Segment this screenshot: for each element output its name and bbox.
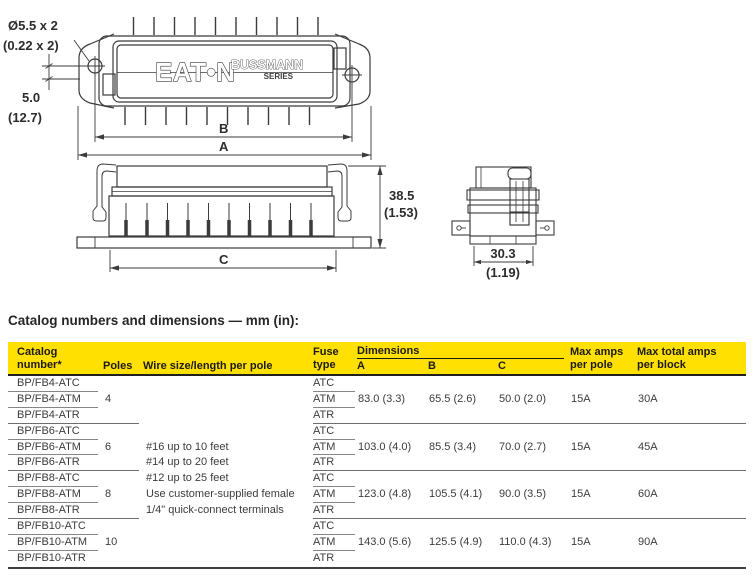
poles-value: 10 <box>105 535 118 548</box>
mounting-hole-right <box>342 65 362 85</box>
offset-label-in: (12.7) <box>8 110 42 125</box>
fuse-type: ATR <box>313 504 335 517</box>
catalog-group-fb6 <box>8 424 746 472</box>
wire-size-note <box>143 519 313 535</box>
header-max-total-amps <box>637 346 716 372</box>
fuse-type: ATC <box>313 424 355 440</box>
max-total-amps-value: 45A <box>638 440 658 453</box>
fuse-type: ATM <box>313 535 355 551</box>
end-view-flanges <box>452 221 554 235</box>
side-view-base-plate <box>77 237 371 248</box>
wire-size-note <box>143 535 313 551</box>
catalog-group-fb4 <box>8 376 746 424</box>
header-max-total-line1: Max total amps <box>637 346 717 358</box>
header-catalog-number <box>17 346 62 372</box>
dim-a-letter: A <box>219 139 229 154</box>
eaton-logo: EAT•N <box>155 57 236 87</box>
fuse-type: ATR <box>313 408 335 421</box>
brand-logo-group <box>155 57 303 87</box>
wire-size-note: #16 up to 10 feet <box>146 440 229 453</box>
catalog-number: BP/FB10-ATC <box>8 519 98 535</box>
header-catalog-line2: number* <box>17 359 62 371</box>
max-total-amps-value: 30A <box>638 392 658 405</box>
wire-size-note: #14 up to 20 feet <box>146 456 229 469</box>
side-view-body <box>109 166 334 236</box>
catalog-number: BP/FB8-ATC <box>8 471 98 487</box>
hole-leader-line <box>74 40 89 61</box>
wire-size-note <box>143 376 313 392</box>
dim-c-value: 90.0 (3.5) <box>499 488 547 501</box>
header-poles: Poles <box>103 360 133 372</box>
catalog-group-fb10 <box>8 519 746 569</box>
table-header <box>8 342 746 376</box>
dim-b-value: 65.5 (2.6) <box>429 392 477 405</box>
header-fuse-line1: Fuse <box>313 346 339 358</box>
max-amps-value: 15A <box>571 535 591 548</box>
header-dimensions: Dimensions <box>357 345 420 357</box>
end-view <box>452 167 554 244</box>
catalog-number: BP/FB6-ATR <box>17 456 80 469</box>
wire-size-note: #12 up to 25 feet <box>146 472 229 485</box>
fuse-type: ATM <box>313 440 355 456</box>
wire-size-note: Use customer-supplied female <box>146 488 295 501</box>
catalog-number: BP/FB10-ATR <box>17 551 86 564</box>
max-total-amps-value: 60A <box>638 488 658 501</box>
bussmann-wordmark: BUSSMANN <box>231 58 304 72</box>
poles-value: 8 <box>105 488 112 501</box>
catalog-number: BP/FB6-ATM <box>8 440 98 456</box>
wire-size-note <box>143 424 313 440</box>
header-max-amps <box>570 346 623 372</box>
header-catalog-line1: Catalog <box>17 346 58 358</box>
dim-c-value: 70.0 (2.7) <box>499 440 547 453</box>
catalog-number: BP/FB4-ATM <box>8 392 98 408</box>
dim-a-value: 83.0 (3.3) <box>358 392 406 405</box>
header-fuse-type <box>313 346 339 372</box>
fuse-type: ATR <box>313 551 335 564</box>
wire-size-note <box>143 408 313 424</box>
catalog-number: BP/FB8-ATM <box>8 487 98 503</box>
dim-a-value: 123.0 (4.8) <box>358 488 412 501</box>
catalog-number: BP/FB4-ATC <box>8 376 98 392</box>
dim-a-value: 143.0 (5.6) <box>358 535 412 548</box>
dim-b-value: 125.5 (4.9) <box>429 535 483 548</box>
header-wire-size: Wire size/length per pole <box>143 360 273 372</box>
fuse-type: ATC <box>313 519 355 535</box>
catalog-group-fb8 <box>8 471 746 519</box>
dimension-height-385 <box>348 166 386 248</box>
header-fuse-line2: type <box>313 359 336 371</box>
catalog-number: BP/FB4-ATR <box>17 408 80 421</box>
wire-size-note: 1/4" quick-connect terminals <box>146 504 284 517</box>
dim-c-letter: C <box>219 252 229 267</box>
end-view-fuse <box>508 168 531 225</box>
width-label-mm: 30.3 <box>490 246 516 261</box>
section-title: Catalog numbers and dimensions — mm (in): <box>8 313 300 328</box>
end-view-base <box>470 236 536 244</box>
offset-label-mm: 5.0 <box>22 90 41 105</box>
fuse-type: ATC <box>313 376 355 392</box>
poles-value: 4 <box>105 392 112 405</box>
side-view-dimensions <box>110 166 386 272</box>
header-max-amps-line2: per pole <box>570 359 613 371</box>
wire-size-note <box>143 551 313 567</box>
dim-b-value: 105.5 (4.1) <box>429 488 483 501</box>
header-max-amps-line1: Max amps <box>570 346 624 358</box>
dimensions-underline <box>357 358 564 359</box>
fuse-type: ATC <box>313 471 355 487</box>
header-dim-a: A <box>357 360 365 372</box>
header-dim-b: B <box>428 360 436 372</box>
side-view-terminals <box>126 203 311 237</box>
catalog-table <box>8 342 746 569</box>
series-wordmark: SERIES <box>263 72 293 81</box>
side-view <box>77 164 371 248</box>
dim-a-value: 103.0 (4.0) <box>358 440 412 453</box>
poles-value: 6 <box>105 440 112 453</box>
width-label-in: (1.19) <box>486 265 520 280</box>
fuse-type: ATM <box>313 487 355 503</box>
catalog-number: BP/FB10-ATM <box>8 535 98 551</box>
fuse-type: ATR <box>313 456 335 469</box>
height-label-in: (1.53) <box>384 205 418 220</box>
max-total-amps-value: 90A <box>638 535 658 548</box>
wire-size-note <box>143 392 313 408</box>
hole-diameter-label-in: (0.22 x 2) <box>3 38 59 53</box>
header-dim-c: C <box>498 360 506 372</box>
hole-diameter-label-mm: Ø5.5 x 2 <box>8 18 58 33</box>
height-label-mm: 38.5 <box>389 188 415 203</box>
max-amps-value: 15A <box>571 392 591 405</box>
dim-c-value: 50.0 (2.0) <box>499 392 547 405</box>
dim-b-value: 85.5 (3.4) <box>429 440 477 453</box>
fuse-type: ATM <box>313 392 355 408</box>
max-amps-value: 15A <box>571 440 591 453</box>
catalog-number: BP/FB6-ATC <box>8 424 98 440</box>
max-amps-value: 15A <box>571 488 591 501</box>
dim-c-value: 110.0 (4.3) <box>499 535 552 548</box>
header-max-total-line2: per block <box>637 359 686 371</box>
catalog-number: BP/FB8-ATR <box>17 504 80 517</box>
dim-b-letter: B <box>219 121 229 136</box>
offset-dimension-5mm <box>42 54 87 90</box>
